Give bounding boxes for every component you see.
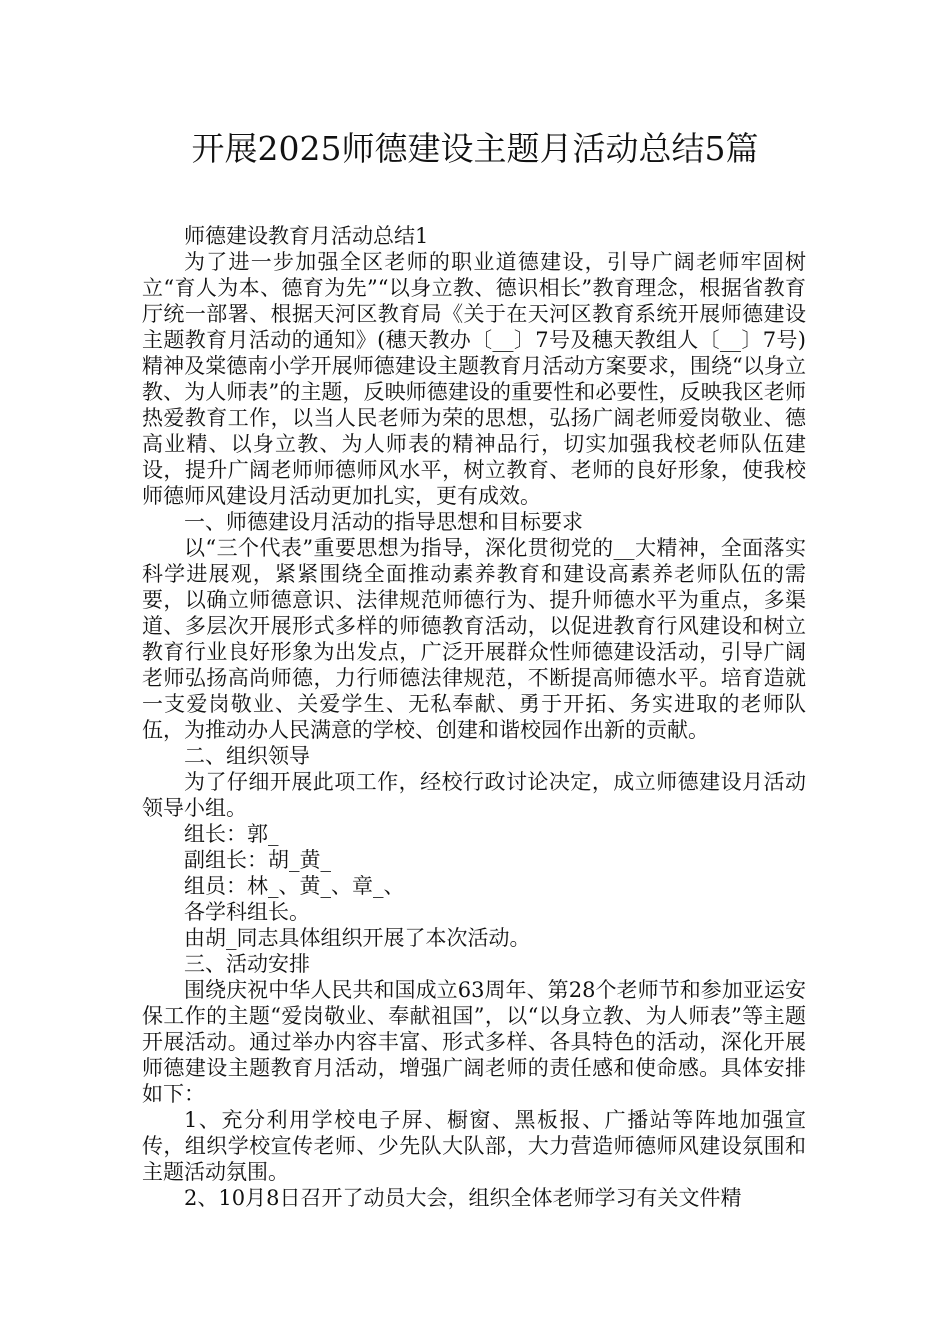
section-heading: 一、师德建设月活动的指导思想和目标要求 xyxy=(184,510,583,534)
paragraph: 为了仔细开展此项工作，经校行政讨论决定，成立师德建设月活动领导小组。 xyxy=(142,770,806,820)
section-heading: 三、活动安排 xyxy=(184,952,310,976)
paragraph: 副组长：胡_黄_ xyxy=(184,848,331,872)
paragraph: 为了进一步加强全区老师的职业道德建设，引导广阔老师牢固树立“育人为本、德育为先”“以身立教、德识相长”教育理念，根据省教育厅统一部署、根据天河区教育局《关于在天河区教育系统开展师德建设主题教育月活动的通知》(穗天教办〔__〕7号及穗天教组人〔__〕7号)精神及棠德南小学开展师德建设主题教育月活动方案要求，围绕“以身立教、为人师表”的主题，反映师德建设的重要性和必要性，反映我区老师热爱教育工作，以当人民老师为荣的思想，弘扬广阔老师爱岗敬业、德高业精、以身立教、为人师表的精神品行，切实加强我校老师队伍建设，提升广阔老师师德师风水平，树立教育、老师的良好形象，使我校师德师风建设月活动更加扎实，更有成效。 xyxy=(142,250,806,508)
paragraph: 1、充分利用学校电子屏、橱窗、黑板报、广播站等阵地加强宣传，组织学校宣传老师、少先队大队部，大力营造师德师风建设氛围和主题活动氛围。 xyxy=(142,1108,806,1184)
document-title: 开展2025师德建设主题月活动总结5篇 xyxy=(191,129,759,168)
section-heading: 师德建设教育月活动总结1 xyxy=(184,224,429,248)
paragraph: 组长：郭_ xyxy=(184,822,279,846)
section-heading: 二、组织领导 xyxy=(184,744,310,768)
paragraph: 各学科组长。 xyxy=(184,900,310,924)
paragraph: 组员：林_、黄_、章_、 xyxy=(184,874,405,898)
document-body xyxy=(142,223,806,1211)
paragraph: 围绕庆祝中华人民共和国成立63周年、第28个老师节和参加亚运安保工作的主题“爱岗敬业、奉献祖国”，以“以身立教、为人师表”等主题开展活动。通过举办内容丰富、形式多样、各具特色的活动，深化开展师德建设主题教育月活动，增强广阔老师的责任感和使命感。具体安排如下： xyxy=(142,978,806,1106)
paragraph: 2、10月8日召开了动员大会，组织全体老师学习有关文件精 xyxy=(184,1186,742,1210)
paragraph: 以“三个代表”重要思想为指导，深化贯彻党的__大精神，全面落实科学进展观，紧紧围绕全面推动素养教育和建设高素养老师队伍的需要，以确立师德意识、法律规范师德行为、提升师德水平为重点，多渠道、多层次开展形式多样的师德教育活动，以促进教育行风建设和树立教育行业良好形象为出发点，广泛开展群众性师德建设活动，引导广阔老师弘扬高尚师德，力行师德法律规范，不断提高师德水平。培育造就一支爱岗敬业、关爱学生、无私奉献、勇于开拓、务实进取的老师队伍，为推动办人民满意的学校、创建和谐校园作出新的贡献。 xyxy=(142,536,806,742)
paragraph: 由胡_同志具体组织开展了本次活动。 xyxy=(184,926,531,950)
